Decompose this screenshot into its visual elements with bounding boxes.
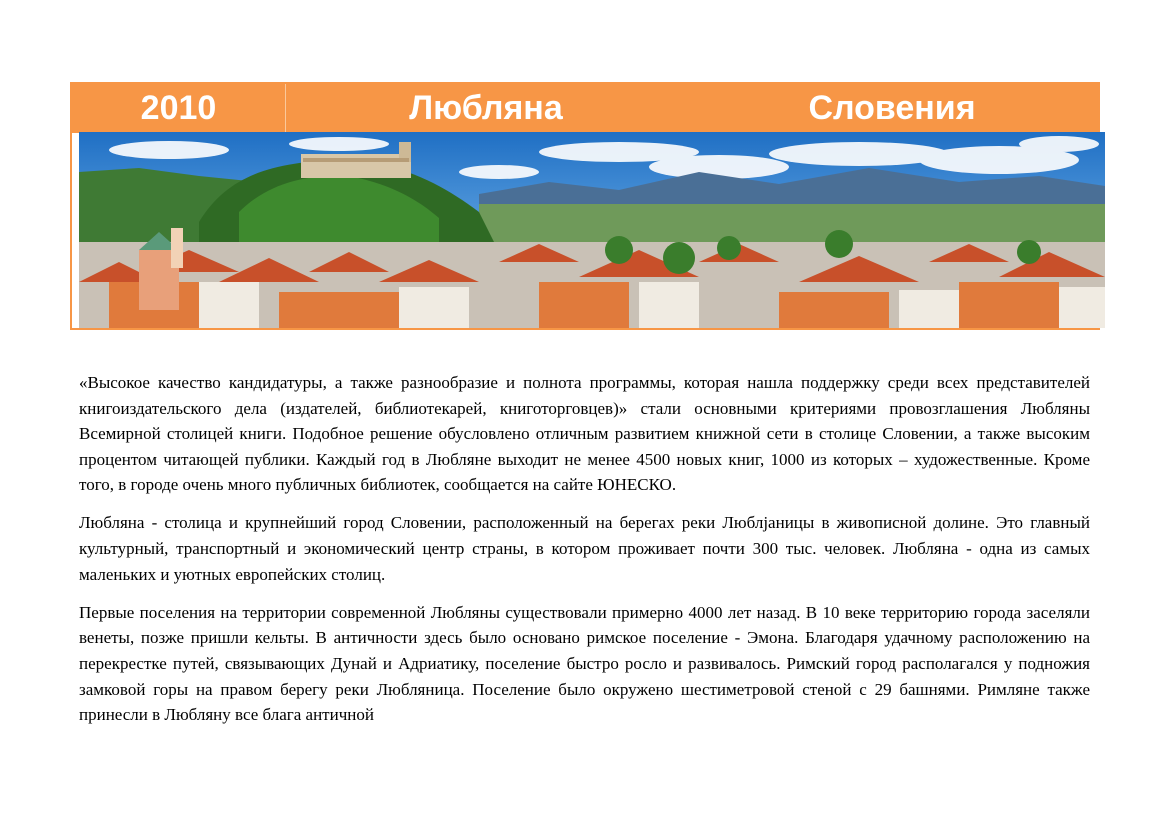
paragraph-3: Первые поселения на территории современной Любляны существовали примерно 4000 лет назад. В 10 веке территорию города заселяли венеты, позже пришли кельты. В античности здесь было основано римское поселение - Эмона. Благодаря удачному расположению на перекрестке путей, связывающих Дунай и Адриатику, поселение быстро росло и развивалось. Римский город располагался у подножия замковой горы на правом берегу реки Любляница. Поселение было окружено шестиметровой стеной с 29 башнями. Римляне также принесли в Любляну все блага античной — [79, 602, 1090, 725]
article-text — [79, 370, 1090, 740]
paragraph-1: «Высокое качество кандидатуры, а также разнообразие и полнота программы, которая нашла поддержку среди всех представителей книгоиздательского дела (издателей, библиотекарей, книготорговцев)» стали основными критериями провозглашения Любляны Всемирной столицей книги. Подобное решение обусловлено отличным развитием книжной сети в столице Словении, а также высоким процентом читающей публики. Каждый год в Любляне выходит не менее 4500 новых книг, 1000 из которых – художественные. Кроме того, в городе очень много публичных библиотек, сообщается на сайте ЮНЕСКО. — [79, 373, 1090, 495]
city-panorama-image — [79, 132, 1105, 328]
header-city: Любляна — [409, 88, 563, 127]
header-row — [72, 84, 1098, 133]
header-table — [70, 82, 1100, 330]
header-year: 2010 — [72, 84, 286, 132]
paragraph-2: Любляна - столица и крупнейший город Словении, расположенный на берегах реки Люблjaницы в живописной долине. Это главный культурный, транспортный и экономический центр страны, в котором проживает почти 300 тыс. человек. Любляна - одна из самых маленьких и уютных европейских столиц. — [79, 513, 1090, 584]
header-country: Словения — [808, 88, 976, 127]
